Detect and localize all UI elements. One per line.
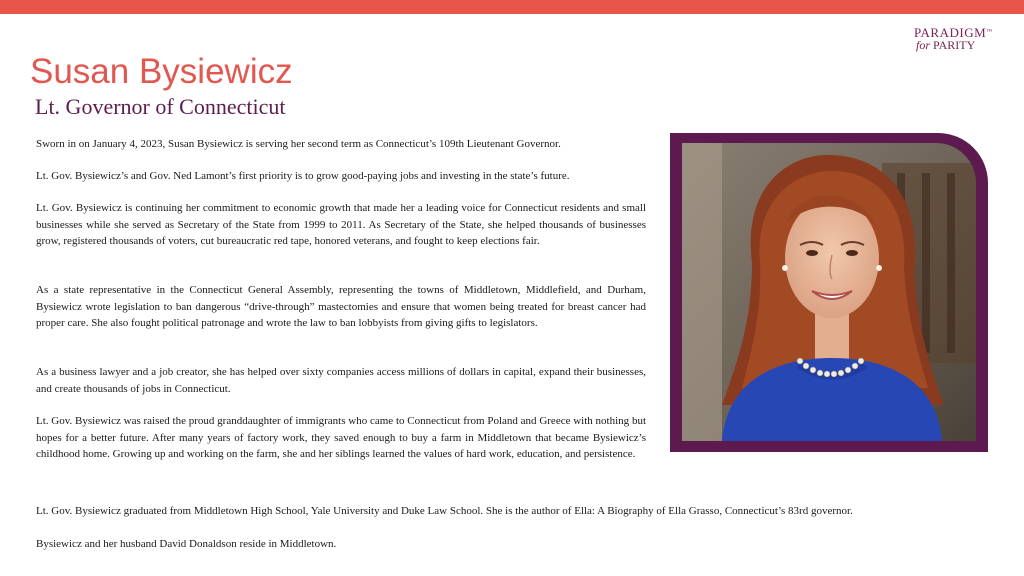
bio-paragraph-2: Lt. Gov. Bysiewicz’s and Gov. Ned Lamont’s first priority is to grow good-paying jobs and investing in the state’s future. [36, 170, 570, 182]
portrait-frame [670, 133, 988, 452]
logo-trademark: ™ [986, 29, 993, 35]
person-title: Lt. Governor of Connecticut [35, 94, 286, 119]
paradigm-for-parity-logo [914, 26, 994, 51]
bio-paragraph-4: As a state representative in the Connecticut General Assembly, representing the towns of Middletown, Middlefield, and Durham, Bysiewicz wrote legislation to ban dangerous “drive-through” mastectomies and ensure that women being treated for breast cancer had proper care. She also fought political patronage and wrote the law to ban lobbyists from giving gifts to legislators. [36, 284, 646, 329]
bio-paragraph-7: Lt. Gov. Bysiewicz graduated from Middletown High School, Yale University and Duke Law School. She is the author of Ella: A Biography of Ella Grasso, Connecticut’s 83rd governor. [36, 505, 853, 517]
bio-paragraph-6: Lt. Gov. Bysiewicz was raised the proud granddaughter of immigrants who came to Connecticut from Poland and Greece with nothing but hopes for a better future. After many years of factory work, they saved enough to buy a farm in Middletown that became Bysiewicz’s childhood home. Growing up and working on the farm, she and her siblings learned the values of hard work, education, and persistence. [36, 415, 646, 460]
bio-paragraph-5: As a business lawyer and a job creator, she has helped over sixty companies access millions of dollars in capital, expand their businesses, and create thousands of jobs in Connecticut. [36, 366, 646, 395]
bio-paragraph-1: Sworn in on January 4, 2023, Susan Bysiewicz is serving her second term as Connecticut’s 109th Lieutenant Governor. [36, 138, 561, 150]
logo-wordmark-for: for [916, 38, 931, 52]
bio-paragraph-3: Lt. Gov. Bysiewicz is continuing her commitment to economic growth that made her a leading voice for Connecticut residents and small businesses while she served as Secretary of the State from 1999 to 2011. As Secretary of the State, she helped thousands of businesses grow, registered thousands of voters, cut bureaucratic red tape, honored veterans, and fought to keep elections fair. [36, 202, 646, 247]
top-accent-bar [0, 0, 1024, 14]
person-name: Susan Bysiewicz [30, 52, 293, 91]
logo-wordmark-parity: PARITY [933, 38, 976, 52]
portrait-photo [682, 143, 976, 441]
bio-paragraph-8: Bysiewicz and her husband David Donaldson reside in Middletown. [36, 538, 337, 550]
logo-wordmark-paradigm: PARADIGM [914, 25, 987, 40]
